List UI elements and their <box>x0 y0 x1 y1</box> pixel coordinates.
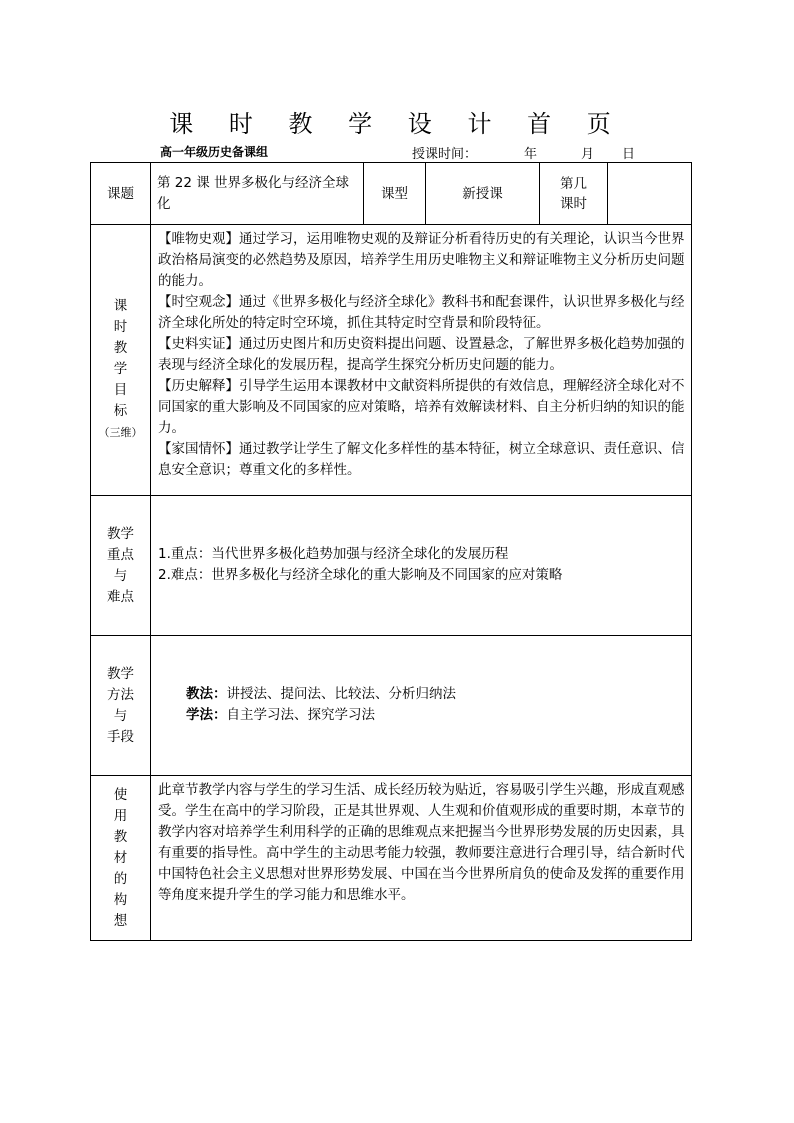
key-point-item: 1.重点：当代世界多极化趋势加强与经济全球化的发展历程 <box>158 545 509 562</box>
objective-item: 【历史解释】引导学生运用本课教材中文献资料所提供的有效信息，理解经济全球化对不同国家的重大影响及不同国家的应对策略，培养有效解读材料、自主分析归纳的知识的能力。 <box>158 378 685 436</box>
objectives-content <box>151 225 692 496</box>
page-title: 课 时 教 学 设 计 首 页 <box>169 110 625 138</box>
topic-label: 课题 <box>91 163 151 225</box>
methods-content <box>151 636 692 776</box>
objectives-label-char: 教 <box>113 339 128 356</box>
objective-item: 【家国情怀】通过教学让学生了解文化多样性的基本特征，树立全球意识、责任意识、信息安全意识；尊重文化的多样性。 <box>158 441 685 478</box>
prep-group-label: 高一年级历史备课组 <box>160 145 269 159</box>
lesson-type-value: 新授课 <box>426 163 540 225</box>
materials-label: 使 用 教 材 的 构 想 <box>91 776 151 941</box>
objective-item: 【时空观念】通过《世界多极化与经济全球化》教科书和配套课件，认识世界多极化与经济全球化所处的特定时空环境，抓住其特定时空背景和阶段特征。 <box>158 294 685 331</box>
topic-value: 第 22 课 世界多极化与经济全球化 <box>151 163 364 225</box>
topic-row <box>91 163 692 225</box>
objectives-label-note: （三维） <box>98 425 143 439</box>
key-points-content <box>151 496 692 636</box>
period-value <box>608 163 692 225</box>
key-points-label: 教学 重点 与 难点 <box>91 496 151 636</box>
methods-row <box>91 636 692 776</box>
objectives-label-char: 目 <box>113 381 128 398</box>
month-label: 月 <box>581 147 595 162</box>
period-label: 第几课时 <box>540 163 608 225</box>
materials-row <box>91 776 692 941</box>
methods-label: 教学 方法 与 手段 <box>91 636 151 776</box>
lesson-type-label: 课型 <box>364 163 426 225</box>
learning-method: 学法：自主学习法、探究学习法 <box>186 706 375 723</box>
materials-content: 此章节教学内容与学生的学习生活、成长经历较为贴近，容易吸引学生兴趣，形成直观感受。学生在高中的学习阶段，正是其世界观、人生观和价值观形成的重要时期，本章节的教学内容对培养学生利用科学的正确的思维观点来把握当今世界形势发展的历史因素，具有重要的指导性。高中学生的主动思考能力较强，教师要注意进行合理引导，结合新时代中国特色社会主义思想对世界形势发展、中国在当今世界所肩负的使命及发挥的重要作用等角度来提升学生的学习能力和思维水平。 <box>151 776 692 941</box>
lesson-design-table <box>90 162 692 941</box>
day-label: 日 <box>622 147 636 162</box>
lesson-time-label: 授课时间： <box>412 147 478 162</box>
key-points-row <box>91 496 692 636</box>
objectives-label-char: 时 <box>113 318 128 335</box>
objectives-row <box>91 225 692 496</box>
key-point-item: 2.难点：世界多极化与经济全球化的重大影响及不同国家的应对策略 <box>158 566 563 583</box>
year-label: 年 <box>524 147 538 162</box>
teaching-method: 教法：讲授法、提问法、比较法、分析归纳法 <box>186 685 456 702</box>
objective-item: 【唯物史观】通过学习，运用唯物史观的及辩证分析看待历史的有关理论，认识当今世界政治格局演变的必然趋势及原因，培养学生用历史唯物主义和辩证唯物主义分析历史问题的能力。 <box>158 231 685 289</box>
objectives-label-char: 课 <box>113 297 128 314</box>
objectives-label-char: 标 <box>113 402 128 419</box>
objective-item: 【史料实证】通过历史图片和历史资料提出问题、设置悬念，了解世界多极化趋势加强的表现与经济全球化的发展历程，提高学生探究分析历史问题的能力。 <box>158 336 685 373</box>
objectives-label <box>91 225 151 496</box>
objectives-label-char: 学 <box>113 360 128 377</box>
